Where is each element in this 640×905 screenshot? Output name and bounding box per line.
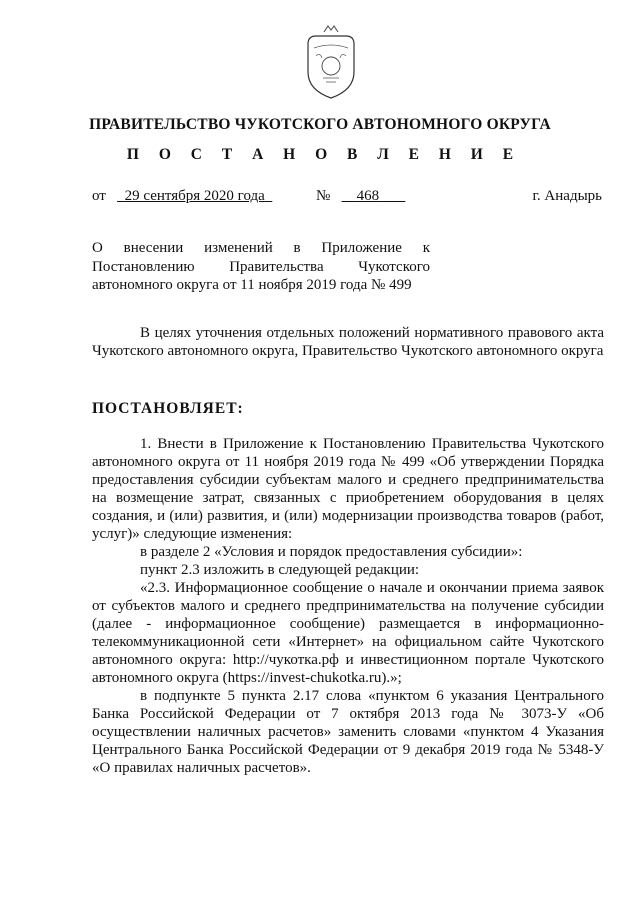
document-date	[92, 188, 272, 205]
preamble: В целях уточнения отдельных положений нормативного правового акта Чукотского автономного округа, Правительство Чукотского автономного округа	[92, 325, 604, 359]
paragraph: 1. Внести в Приложение к Постановлению Правительства Чукотского автономного округа от 11 ноября 2019 года № 499 «Об утверждении Порядка предоставления субсидии субъектам малого и среднего предпринимательства на возмещение затрат, связанных с приобретением оборудования в целях создания, и (или) развития, и (или) модернизации производства товаров (работ, услуг)» следующие изменения:	[92, 436, 604, 542]
paragraph: в подпункте 5 пункта 2.17 слова «пунктом 6 указания Центрального Банка Российской Федерации от 7 октября 2013 года № 3073-У «Об осуществлении наличных расчетов» заменить словами «пунктом 4 Указания Центрального Банка Российской Федерации от 9 декабря 2019 года № 5348-У «О правилах наличных расчетов».	[92, 688, 604, 776]
city: г. Анадырь	[532, 188, 602, 204]
paragraph: пункт 2.3 изложить в следующей редакции:	[140, 562, 420, 578]
number-label: №	[316, 188, 331, 204]
paragraph: «2.3. Информационное сообщение о начале и окончании приема заявок от субъектов малого и среднего предпринимательства на получение субсидии (далее - информационное сообщение) размещается в информационно-телекоммуникационной сети «Интернет» на официальном сайте Чукотского автономного округа: http://чукотка.рф и инвестиционном портале Чукотского автономного округа (https://invest-chukotka.ru).»;	[92, 580, 604, 686]
decree-body	[92, 435, 604, 777]
organization-title: ПРАВИТЕЛЬСТВО ЧУКОТСКОГО АВТОНОМНОГО ОКРУГА	[89, 116, 551, 133]
document-subject: О внесении изменений в Приложение к Постановлению Правительства Чукотского автономного округа от 11 ноября 2019 года № 499	[92, 240, 430, 293]
from-label: от	[92, 188, 106, 204]
number-value: 468	[356, 188, 380, 204]
coat-of-arms-icon	[302, 22, 360, 102]
date-value: 29 сентября 2020 года	[124, 188, 265, 204]
decree-word: ПОСТАНОВЛЯЕТ:	[92, 400, 244, 417]
paragraph: в разделе 2 «Условия и порядок предоставления субсидии»:	[140, 544, 523, 560]
document-number	[316, 188, 405, 205]
document-type: П О С Т А Н О В Л Е Н И Е	[126, 146, 522, 163]
